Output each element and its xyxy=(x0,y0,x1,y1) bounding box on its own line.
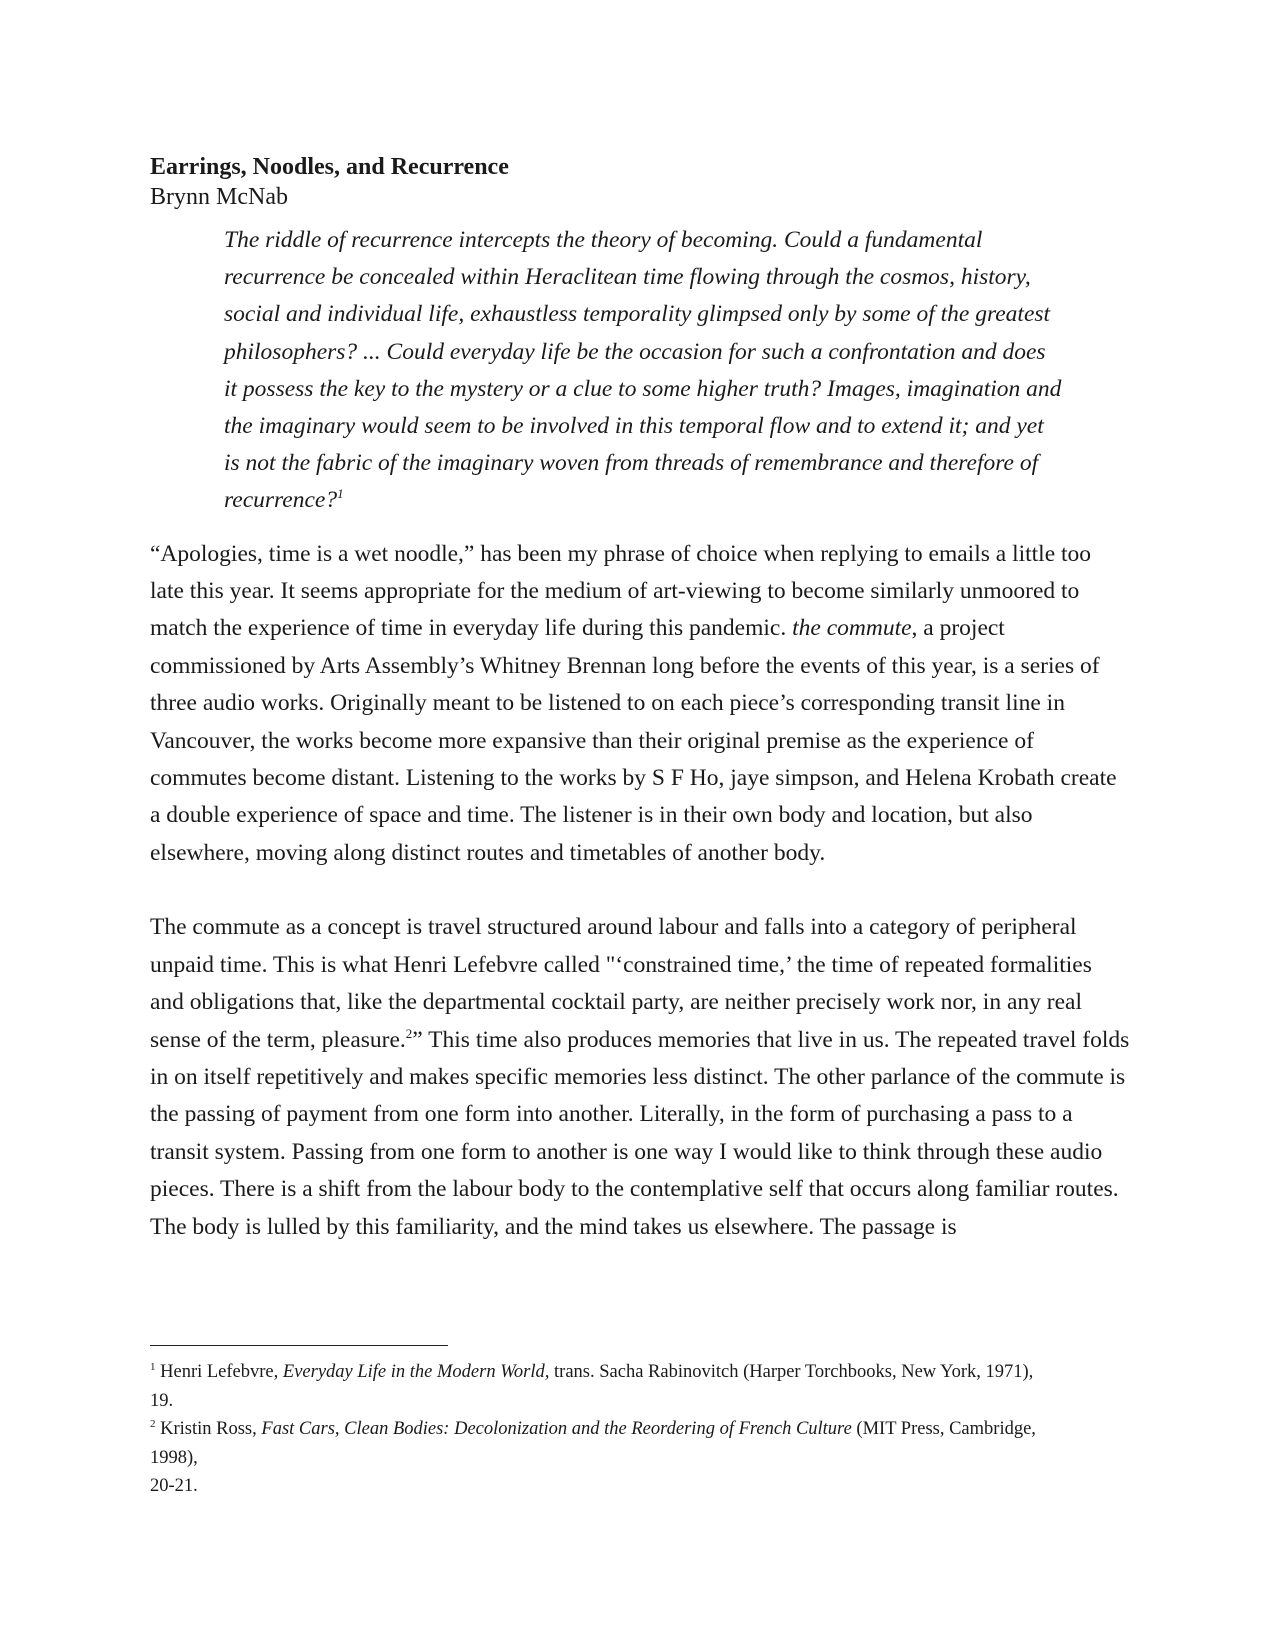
body-paragraph-2 xyxy=(150,909,1130,1246)
paragraph-2-text-b: ” This time also produces memories that live in us. The repeated travel folds in on itself repetitively and makes specific memories less distinct. The other parlance of the commute is the passing of payment from one form into another. Literally, in the form of purchasing a pass to a transit system. Passing from one form to another is one way I would like to think through these audio pieces. There is a shift from the labour body to the contemplative self that occurs along familiar routes. The body is lulled by this familiarity, and the mind takes us elsewhere. The passage is xyxy=(150,1026,1130,1240)
footnote-1-text-a: Henri Lefebvre, xyxy=(155,1362,283,1382)
footnotes xyxy=(150,1358,1125,1501)
footnote-1-book-title: Everyday Life in the Modern World, xyxy=(282,1362,550,1382)
footnote-2-pages: 20-21. xyxy=(150,1476,198,1496)
paragraph-1-text-b: , a project commissioned by Arts Assembly’s Whitney Brennan long before the events of this year, is a series of three audio works. Originally meant to be listened to on each piece’s corresponding transit line in Vancouver, the works become more expansive than their original premise as the experience of commutes become distant. Listening to the works by S F Ho, jaye simpson, and Helena Krobath create a double experience of space and time. The listener is in their own body and location, but also elsewhere, moving along distinct routes and timetables of another body. xyxy=(150,615,1117,866)
footnote-1-continuation: 19. xyxy=(150,1390,174,1411)
footnote-2-book-title: Fast Cars, Clean Bodies: Decolonization and the Reordering of French Culture xyxy=(261,1419,852,1439)
footnote-2-number: 2 xyxy=(150,1418,156,1430)
footnote-ref-2: 2 xyxy=(405,1025,413,1041)
body-paragraph-1 xyxy=(150,536,1130,873)
article-author: Brynn McNab xyxy=(150,184,288,210)
footnote-1-text-b: trans. Sacha Rabinovitch (Harper Torchbooks, New York, 1971), xyxy=(549,1362,1034,1382)
work-title: the commute xyxy=(792,615,912,642)
article-title: Earrings, Noodles, and Recurrence xyxy=(150,154,509,180)
paragraph-2-text-a: The commute as a concept is travel structured around labour and falls into a category of peripheral unpaid time. This is what Henri Lefebvre called "‘constrained time,’ the time of repeated formalities and obligations that, like the departmental cocktail party, are neither precisely work nor, in any real sense of the term, pleasure. xyxy=(150,914,1092,1053)
footnote-1-number: 1 xyxy=(150,1361,156,1373)
epigraph-text: The riddle of recurrence intercepts the theory of becoming. Could a fundamental recurrence be concealed within Heraclitean time flowing through the cosmos, history, social and individual life, exhaustless temporality glimpsed only by some of the greatest philosophers? ... Could everyday life be the occasion for such a confrontation and does it possess the key to the mystery or a clue to some higher truth? Images, imagination and the imaginary would seem to be involved in this temporal flow and to extend it; and yet is not the fabric of the imaginary woven from threads of remembrance and therefore of recurrence? xyxy=(224,227,1062,514)
footnote-2-text-b: (MIT Press, Cambridge, xyxy=(851,1419,1036,1439)
footnote-2-continuation: 1998), xyxy=(150,1447,198,1468)
epigraph-quote xyxy=(224,222,1064,520)
footnote-2 xyxy=(150,1415,1125,1444)
document-page xyxy=(150,152,1130,1246)
footnote-1 xyxy=(150,1358,1125,1387)
footnote-ref-1: 1 xyxy=(337,486,344,502)
paragraph-1-text-a: “Apologies, time is a wet noodle,” has been my phrase of choice when replying to emails a little too late this year. It seems appropriate for the medium of art-viewing to become similarly unmoored to match the experience of time in everyday life during this pandemic. xyxy=(150,540,1092,642)
footnote-separator xyxy=(150,1345,448,1346)
footnote-2-text-a: Kristin Ross, xyxy=(155,1419,262,1439)
